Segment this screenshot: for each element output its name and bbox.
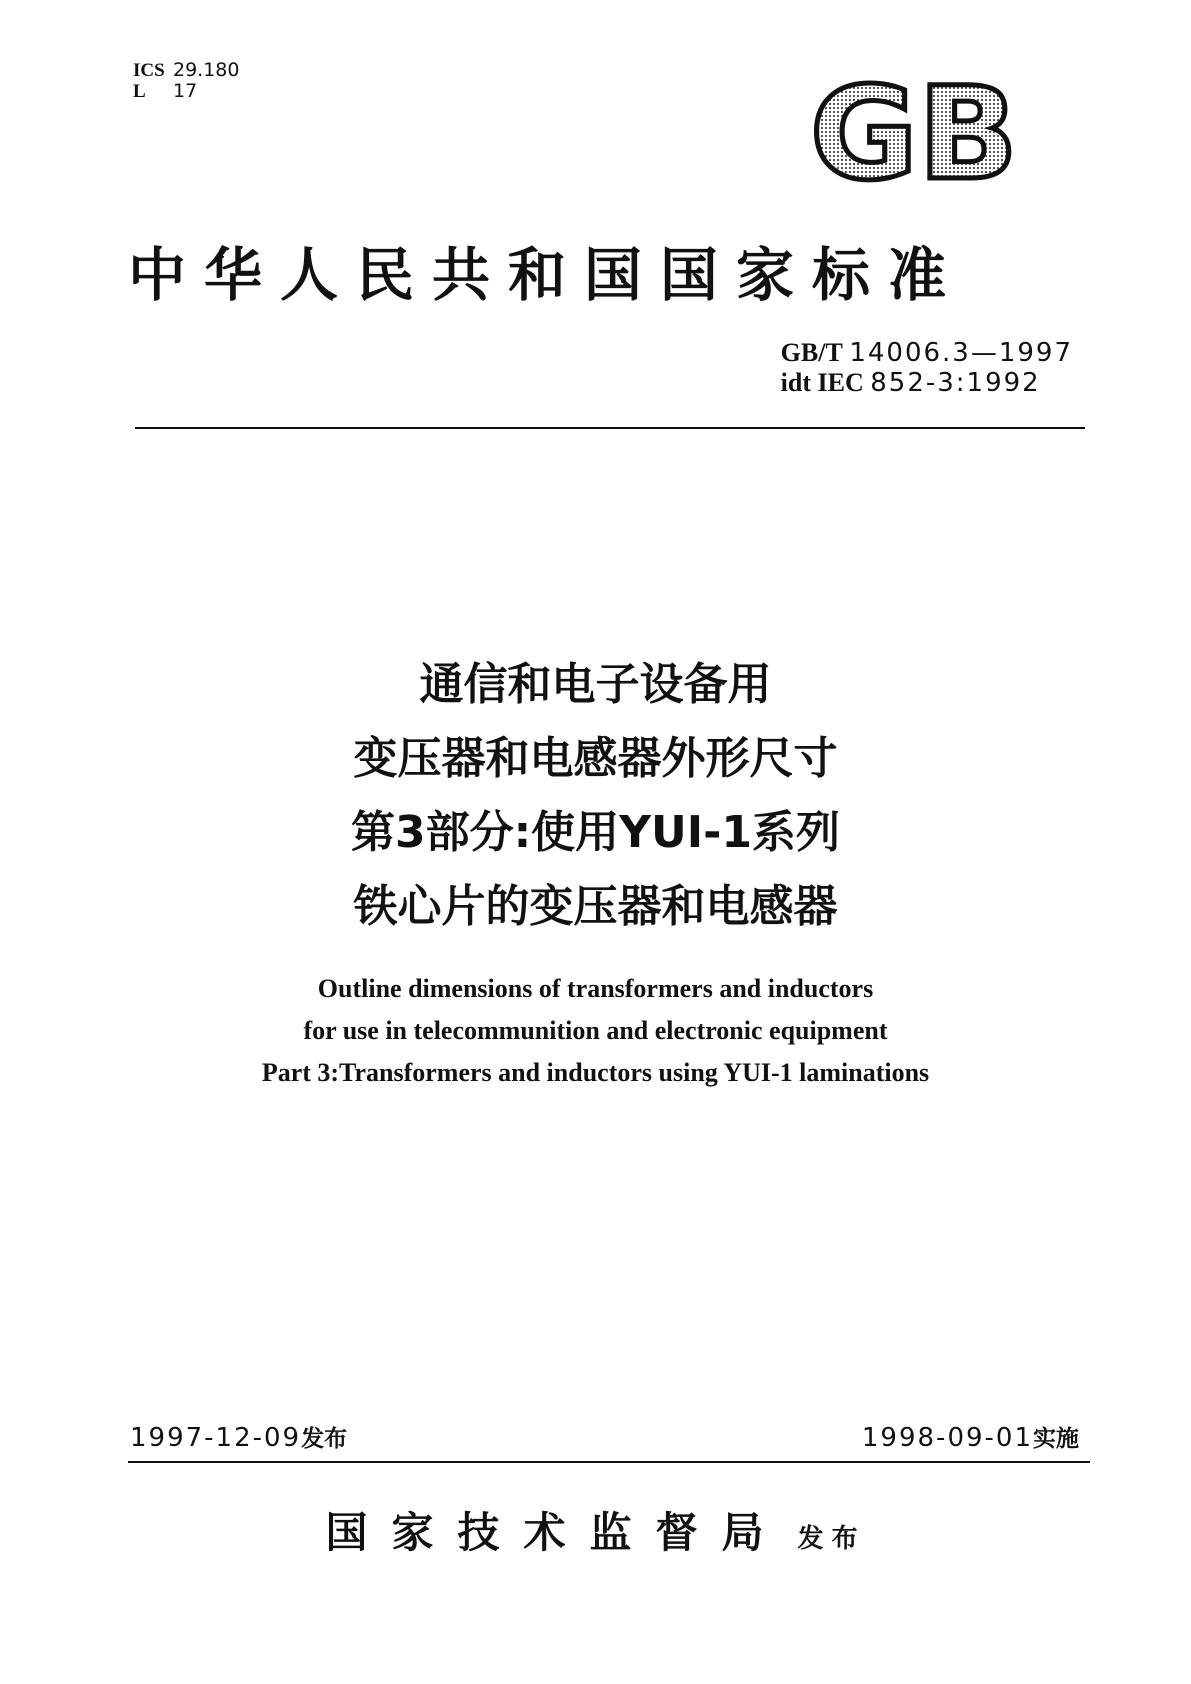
chinese-title-line-3: 第3部分:使用YUI-1系列 <box>350 807 841 858</box>
chinese-title-line-1: 通信和电子设备用 <box>419 659 772 710</box>
publisher-name: 国家技术监督局 <box>325 1508 788 1557</box>
chinese-title-line-2: 变压器和电感器外形尺寸 <box>353 733 838 784</box>
implementation-date <box>862 1420 1079 1453</box>
chinese-title-line-4: 铁心片的变压器和电感器 <box>353 881 838 932</box>
national-standard-title: 中华人民共和国国家标准 <box>128 241 965 309</box>
impl-date-word: 实施 <box>1033 1426 1079 1452</box>
idt-label: idt IEC <box>780 368 864 397</box>
class-label: L <box>133 81 146 102</box>
idt-value: 852-3:1992 <box>870 368 1041 398</box>
standard-numbers <box>781 338 1073 398</box>
ics-line <box>133 60 239 81</box>
impl-date-value: 1998-09-01 <box>861 1423 1033 1453</box>
top-divider <box>135 427 1085 429</box>
issue-date-word: 发布 <box>301 1426 348 1452</box>
english-title <box>0 968 1191 1094</box>
english-title-line-2: for use in telecommunition and electronic equipment <box>303 1016 888 1045</box>
gb-logo <box>808 78 1023 188</box>
ics-value: 29.180 <box>173 59 240 81</box>
publisher-suffix: 发布 <box>797 1524 866 1554</box>
standard-code-value: 14006.3—1997 <box>849 338 1073 368</box>
idt-line <box>781 368 1073 398</box>
chinese-title <box>0 648 1191 944</box>
classification-codes <box>133 60 239 102</box>
ics-label: ICS <box>133 60 165 81</box>
english-title-line-1: Outline dimensions of transformers and inductors <box>317 974 874 1003</box>
class-line <box>133 81 239 102</box>
standard-code-line <box>781 338 1073 368</box>
bottom-divider <box>128 1461 1090 1463</box>
issue-date <box>130 1420 347 1453</box>
svg-text:GB: GB <box>810 78 1018 188</box>
english-title-line-3: Part 3:Transformers and inductors using YUI-1 laminations <box>261 1058 930 1087</box>
publisher <box>0 1500 1191 1560</box>
class-value: 17 <box>173 80 198 102</box>
standard-code-label: GB/T <box>780 338 843 367</box>
issue-date-value: 1997-12-09 <box>130 1423 302 1453</box>
